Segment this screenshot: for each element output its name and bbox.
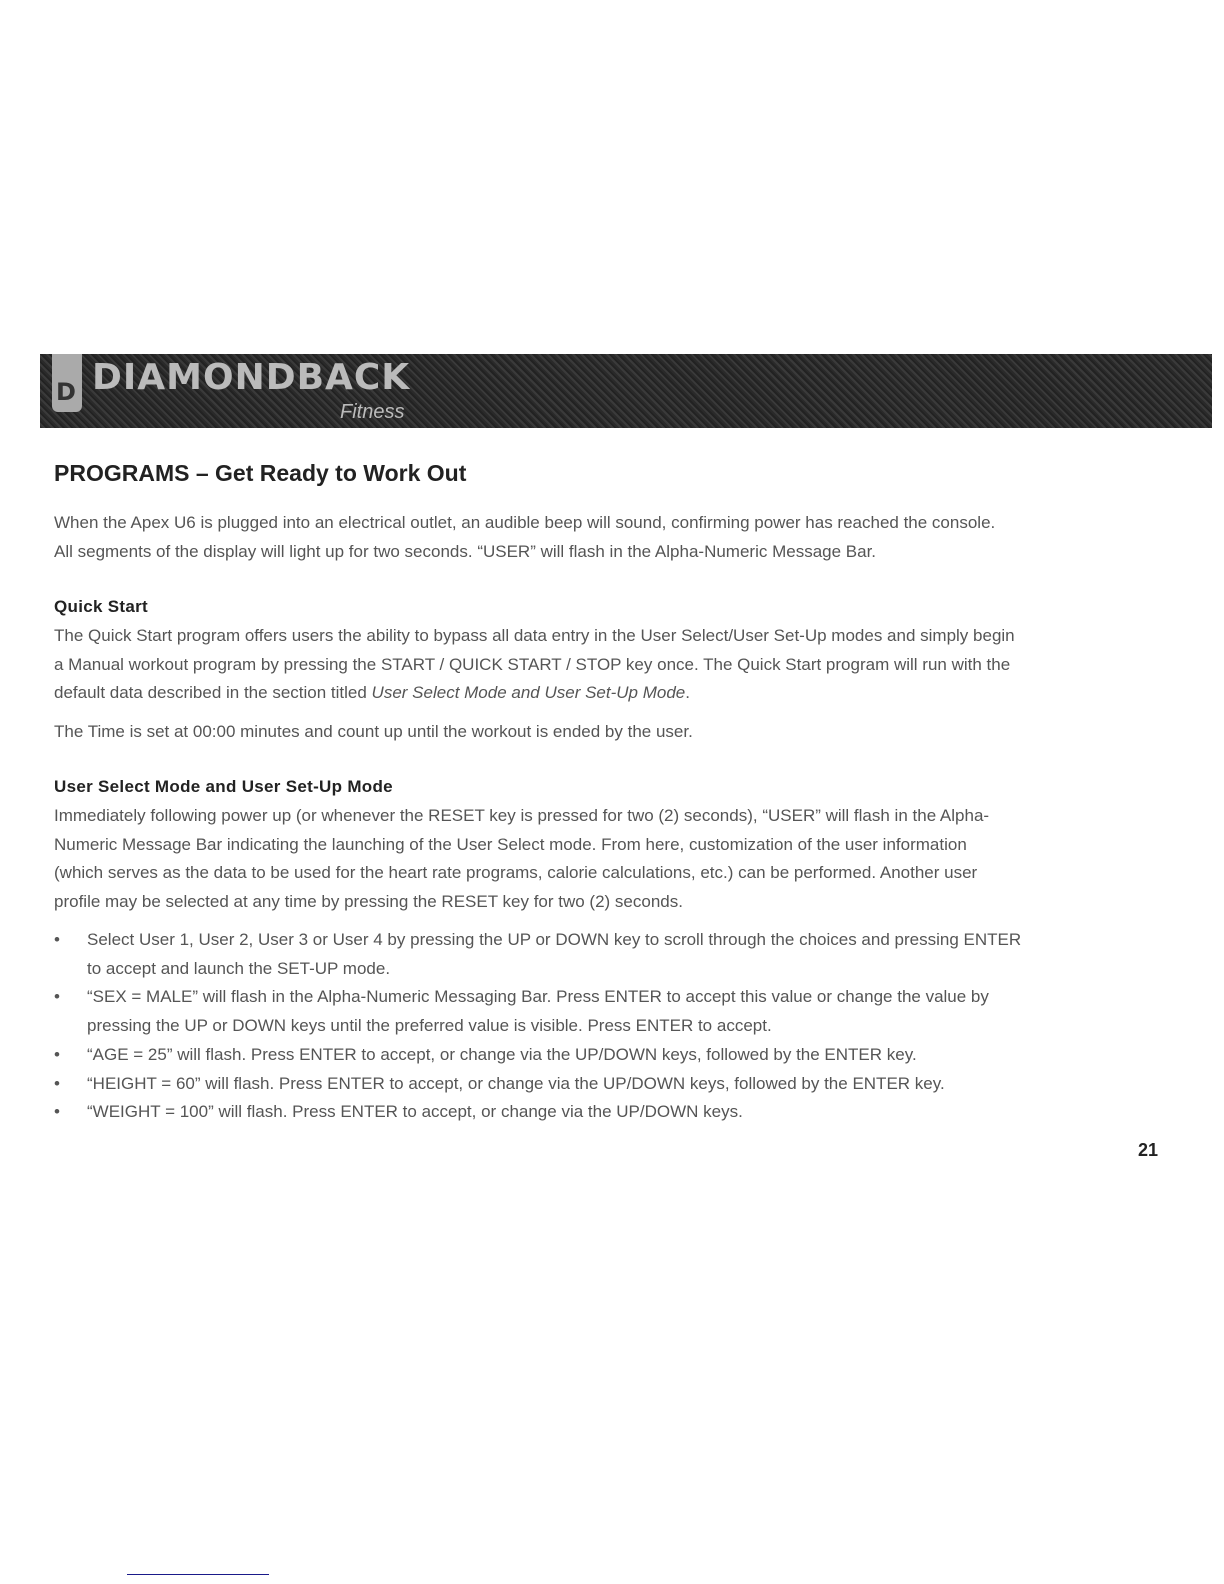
page-title: PROGRAMS – Get Ready to Work Out (54, 460, 467, 486)
user-select-paragraph: Immediately following power up (or whenever the RESET key is pressed for two (2) seconds), “USER” will flash in the Alpha- Numeric Message Bar indicating the launching of the User Select mode. From here, customization of the user information (which serves as the data to be used for the heart rate programs, calorie calculations, etc.) can be performed. Another user profile may be selected at any time by pressing the RESET key for two (2) seconds. (54, 806, 990, 912)
quick-start-heading: Quick Start (54, 597, 148, 616)
list-item: • “AGE = 25” will flash. Press ENTER to accept, or change via the UP/DOWN keys, followed by the ENTER key. (54, 1044, 917, 1064)
section-reference: User Select Mode and User Set-Up Mode (371, 683, 686, 703)
brand-logo-subtitle: Fitness (340, 401, 405, 423)
brand-banner (40, 354, 1212, 428)
page-number: 21 (1138, 1140, 1159, 1160)
list-item: • Select User 1, User 2, User 3 or User 4 by pressing the UP or DOWN key to scroll through the choices and pressing ENTER to accept and launch the SET-UP mode. (54, 930, 1022, 978)
quick-start-time-paragraph: The Time is set at 00:00 minutes and count up until the workout is ended by the user. (54, 722, 693, 741)
brand-logo-text: DIAMONDBACK (92, 357, 411, 398)
user-select-heading: User Select Mode and User Set-Up Mode (54, 777, 393, 796)
quick-start-paragraph: The Quick Start program offers users the ability to bypass all data entry in the User Select/User Set-Up modes and simply begin a Manual workout program by pressing the START / QUICK START / STOP key once. The Quick Start program will run with the default data described in the section titled User Select Mode and User Set-Up Mode. (54, 626, 1015, 703)
intro-paragraph: When the Apex U6 is plugged into an electrical outlet, an audible beep will sound, confirming power has reached the console. All segments of the display will light up for two seconds. “USER” will flash in the Alpha-Numeric Message Bar. (54, 513, 996, 561)
list-item: • “WEIGHT = 100” will flash. Press ENTER to accept, or change via the UP/DOWN keys. (54, 1102, 743, 1122)
logo-mark: D (52, 354, 82, 412)
footer-rule (127, 1574, 269, 1575)
list-item: • “HEIGHT = 60” will flash. Press ENTER to accept, or change via the UP/DOWN keys, followed by the ENTER key. (54, 1073, 945, 1093)
setup-bullet-list (54, 926, 1021, 1127)
list-item: • “SEX = MALE” will flash in the Alpha-Numeric Messaging Bar. Press ENTER to accept this value or change the value by pressing the UP or DOWN keys until the preferred value is visible. Press ENTER to accept. (54, 987, 989, 1036)
